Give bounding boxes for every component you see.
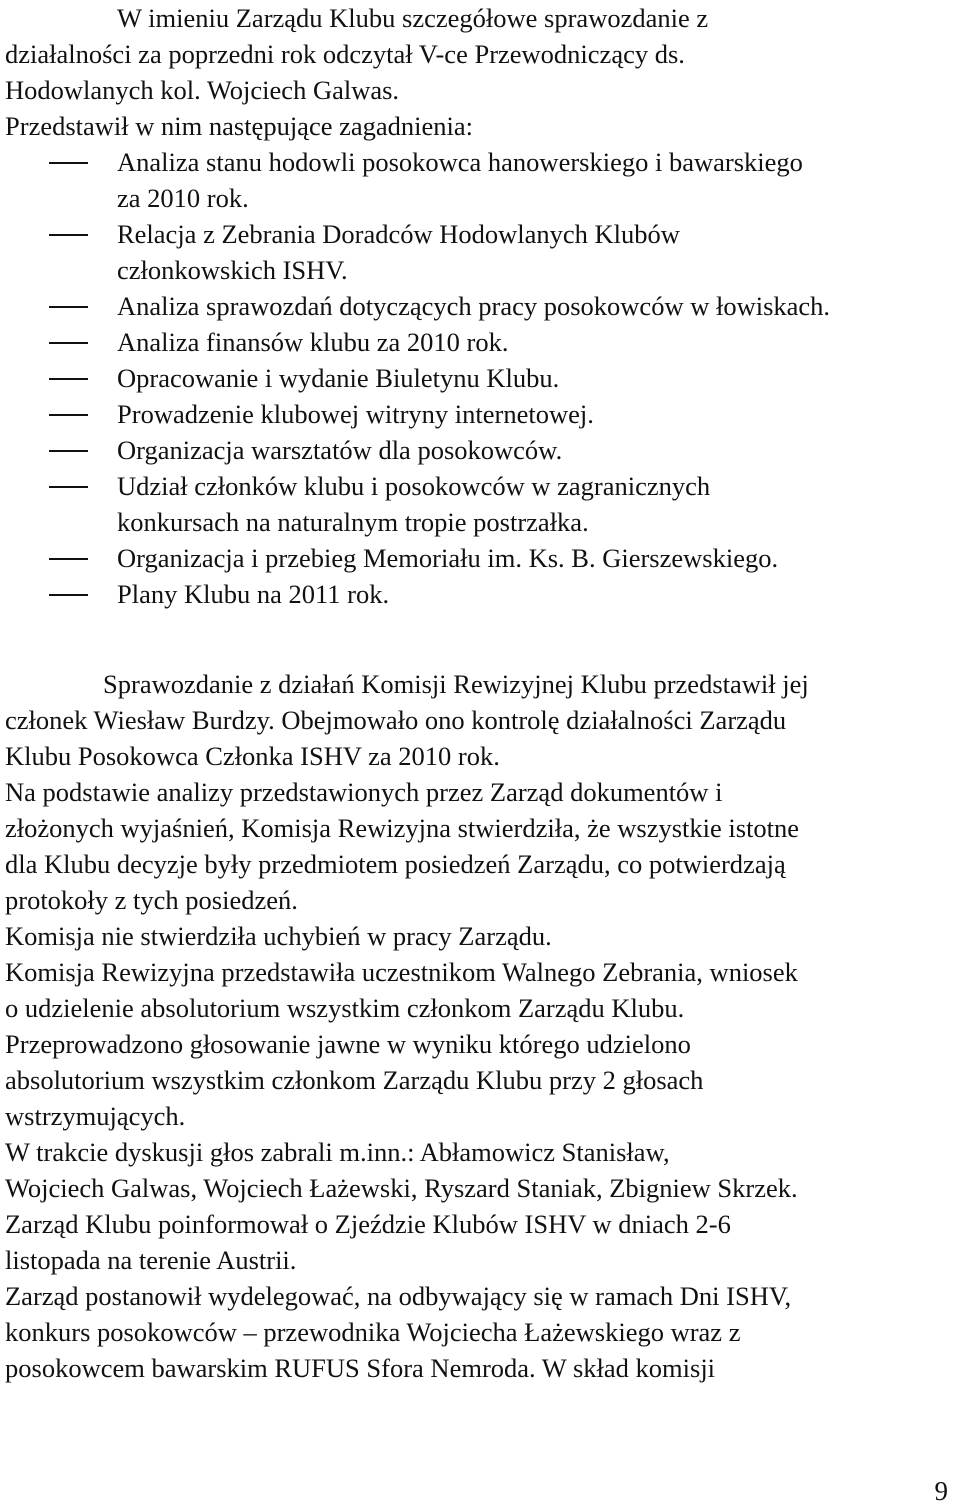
body-line: o udzielenie absolutorium wszystkim członkom Zarządu Klubu. <box>5 993 685 1023</box>
dash-bullet-icon <box>49 558 88 560</box>
body-line: listopada na terenie Austrii. <box>5 1245 297 1275</box>
dash-bullet-icon <box>49 594 88 596</box>
dash-bullet-icon <box>49 378 88 380</box>
list-item-line: Plany Klubu na 2011 rok. <box>117 579 390 609</box>
list-item-line: Analiza finansów klubu za 2010 rok. <box>117 327 509 357</box>
body-line: Zarząd postanowił wydelegować, na odbywający się w ramach Dni ISHV, <box>5 1281 792 1311</box>
body-paragraph <box>5 666 955 1386</box>
list-item <box>0 540 937 576</box>
body-line: wstrzymujących. <box>5 1101 186 1131</box>
dash-bullet-icon <box>49 414 88 416</box>
list-item-line: Analiza sprawozdań dotyczących pracy posokowców w łowiskach. <box>117 291 831 321</box>
list-item-line: Udział członków klubu i posokowców w zagranicznych <box>117 471 711 501</box>
body-line: złożonych wyjaśnień, Komisja Rewizyjna stwierdziła, że wszystkie istotne <box>5 813 800 843</box>
list-item-line: Analiza stanu hodowli posokowca hanowerskiego i bawarskiego <box>117 147 803 177</box>
list-item-line: Organizacja i przebieg Memoriału im. Ks. B. Gierszewskiego. <box>117 543 779 573</box>
list-item-line: Relacja z Zebrania Doradców Hodowlanych Klubów <box>117 219 680 249</box>
list-item <box>0 144 937 216</box>
dash-bullet-icon <box>49 342 88 344</box>
body-line: Na podstawie analizy przedstawionych przez Zarząd dokumentów i <box>5 777 723 807</box>
body-line: W trakcie dyskusji głos zabrali m.inn.: Abłamowicz Stanisław, <box>5 1137 670 1167</box>
intro-line: W imieniu Zarządu Klubu szczegółowe sprawozdanie z <box>117 3 709 33</box>
list-item <box>0 360 937 396</box>
body-line: protokoły z tych posiedzeń. <box>5 885 298 915</box>
list-item <box>0 432 937 468</box>
intro-line: działalności za poprzedni rok odczytał V-ce Przewodniczący ds. <box>5 39 685 69</box>
body-line: absolutorium wszystkim członkom Zarządu Klubu przy 2 głosach <box>5 1065 704 1095</box>
list-item-line: Opracowanie i wydanie Biuletynu Klubu. <box>117 363 560 393</box>
dash-bullet-icon <box>49 162 88 164</box>
dash-bullet-icon <box>49 234 88 236</box>
body-line: Sprawozdanie z działań Komisji Rewizyjnej Klubu przedstawił jej <box>103 669 809 699</box>
intro-line: Hodowlanych kol. Wojciech Galwas. <box>5 75 400 105</box>
list-item-line: za 2010 rok. <box>117 183 249 213</box>
list-item <box>0 396 937 432</box>
list-item-line: Prowadzenie klubowej witryny internetowej. <box>117 399 594 429</box>
list-item <box>0 324 937 360</box>
body-line: członek Wiesław Burdzy. Obejmowało ono kontrolę działalności Zarządu <box>5 705 787 735</box>
list-item <box>0 468 937 540</box>
list-item <box>0 576 937 612</box>
list-item-line: członkowskich ISHV. <box>117 255 348 285</box>
intro-paragraph <box>5 0 955 144</box>
body-line: posokowcem bawarskim RUFUS Sfora Nemroda. W skład komisji <box>5 1353 716 1383</box>
topics-list <box>0 144 960 612</box>
body-line: Klubu Posokowca Członka ISHV za 2010 rok. <box>5 741 500 771</box>
page-number: 9 <box>934 1476 948 1506</box>
body-line: Wojciech Galwas, Wojciech Łażewski, Ryszard Staniak, Zbigniew Skrzek. <box>5 1173 798 1203</box>
list-item-line: konkursach na naturalnym tropie postrzałka. <box>117 507 589 537</box>
list-item <box>0 288 937 324</box>
intro-line: Przedstawił w nim następujące zagadnienia: <box>5 111 473 141</box>
body-line: konkurs posokowców – przewodnika Wojciecha Łażewskiego wraz z <box>5 1317 741 1347</box>
dash-bullet-icon <box>49 450 88 452</box>
list-item-line: Organizacja warsztatów dla posokowców. <box>117 435 563 465</box>
body-line: Zarząd Klubu poinformował o Zjeździe Klubów ISHV w dniach 2-6 <box>5 1209 731 1239</box>
body-line: Przeprowadzono głosowanie jawne w wyniku którego udzielono <box>5 1029 691 1059</box>
body-line: Komisja nie stwierdziła uchybień w pracy Zarządu. <box>5 921 552 951</box>
list-item <box>0 216 937 288</box>
body-line: Komisja Rewizyjna przedstawiła uczestnikom Walnego Zebrania, wniosek <box>5 957 798 987</box>
body-line: dla Klubu decyzje były przedmiotem posiedzeń Zarządu, co potwierdzają <box>5 849 786 879</box>
dash-bullet-icon <box>49 486 88 488</box>
dash-bullet-icon <box>49 306 88 308</box>
